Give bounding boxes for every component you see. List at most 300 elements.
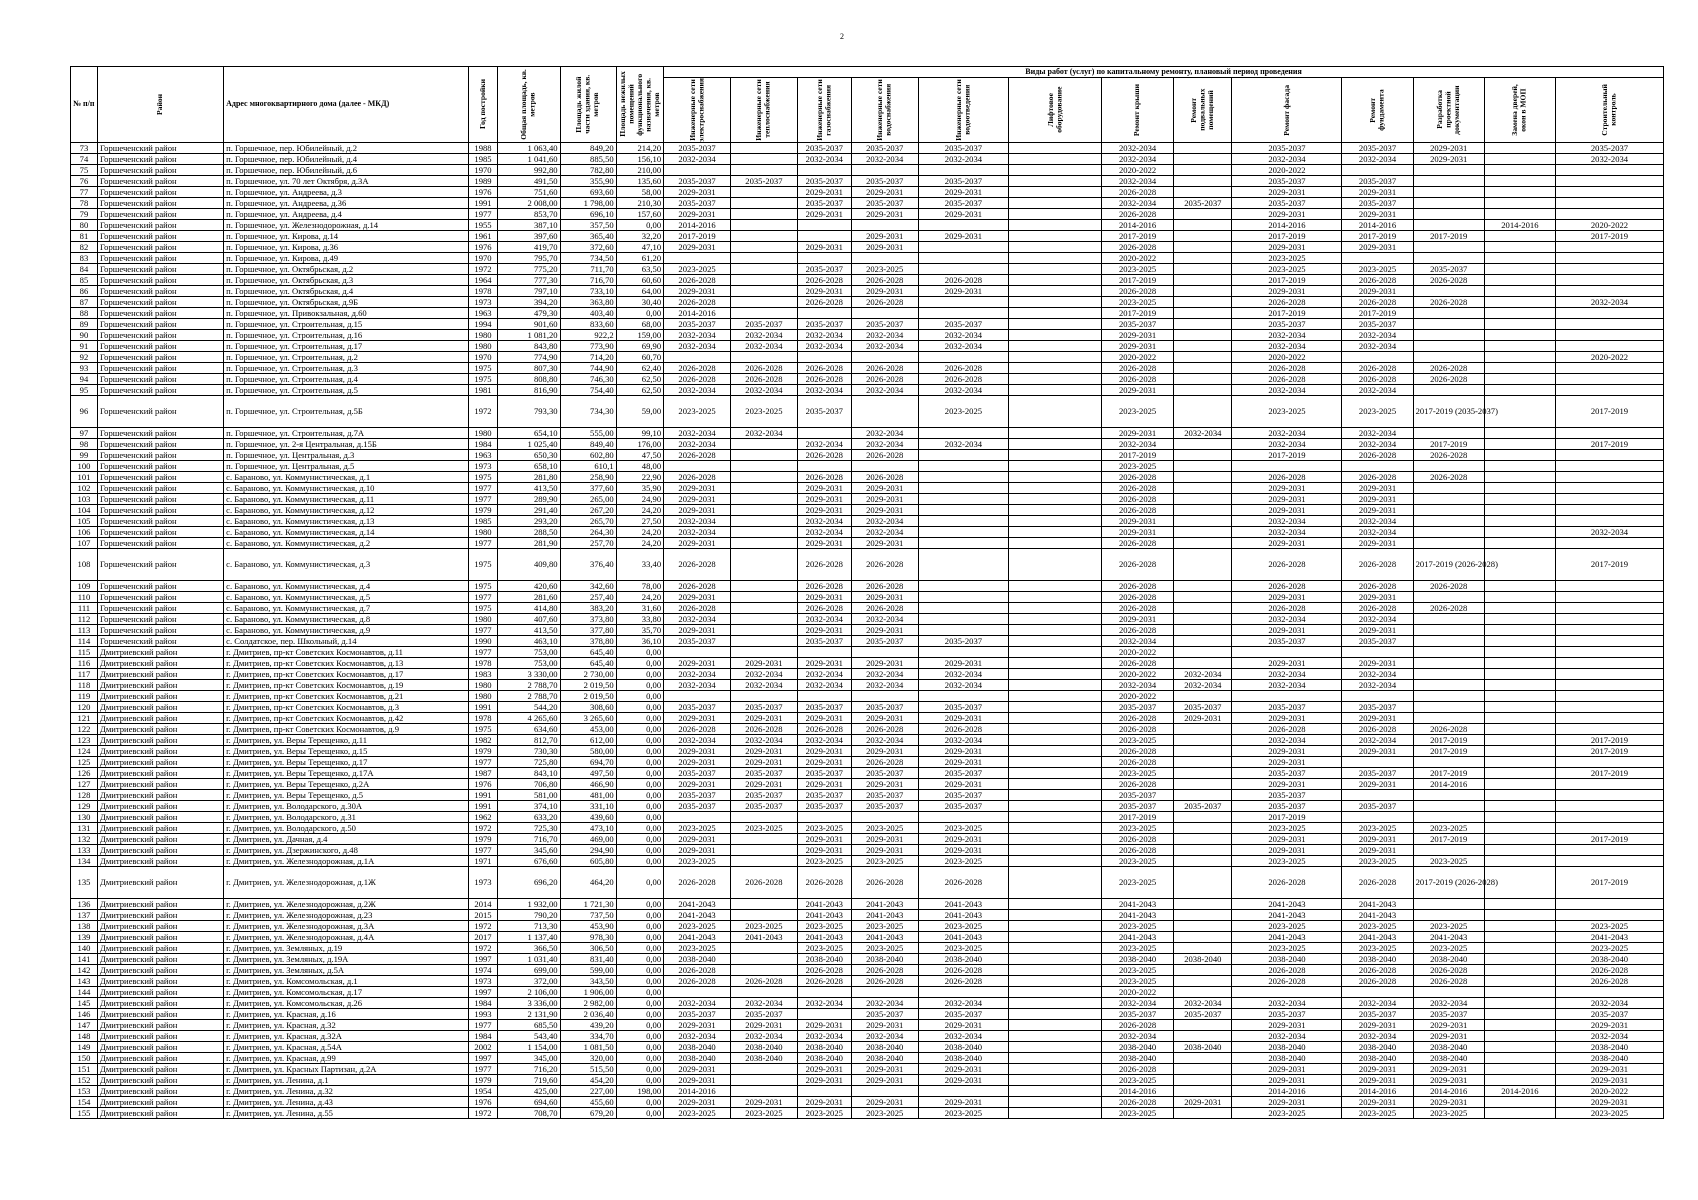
cell-work-lift (1009, 175, 1102, 186)
cell-work-water: 2023-2025 (851, 920, 918, 931)
cell-work-water: 2029-2031 (851, 833, 918, 844)
cell-area-total: 345,00 (498, 1052, 561, 1063)
cell-work-design-docs: 2023-2025 (1413, 822, 1484, 833)
table-row (71, 1052, 1664, 1063)
cell-area-nonres: 0,00 (616, 690, 663, 701)
cell-rayon: Горшеченский район (97, 635, 223, 646)
cell-area-living: 1 798,00 (560, 197, 616, 208)
table-row (71, 241, 1664, 252)
cell-row-number: 88 (71, 307, 98, 318)
cell-address: г. Дмитриев, ул. Земляных, д.19А (224, 953, 469, 964)
cell-work-doors-windows (1484, 701, 1555, 712)
cell-row-number: 99 (71, 449, 98, 460)
cell-work-construction-control (1555, 712, 1663, 723)
cell-area-nonres: 78,00 (616, 580, 663, 591)
cell-work-construction-control (1555, 384, 1663, 395)
cell-work-electric: 2023-2025 (664, 822, 731, 833)
cell-area-living: 320,00 (560, 1052, 616, 1063)
cell-work-roof: 2029-2031 (1101, 515, 1173, 526)
cell-work-design-docs: 2014-2016 (1413, 778, 1484, 789)
cell-address: г. Дмитриев, пр-кт Советских Космонавтов, д.19 (224, 679, 469, 690)
cell-work-gas: 2023-2025 (797, 855, 851, 866)
cell-work-facade: 2029-2031 (1232, 186, 1342, 197)
cell-work-electric: 2032-2034 (664, 427, 731, 438)
cell-area-nonres: 59,00 (616, 395, 663, 427)
cell-work-doors-windows (1484, 460, 1555, 471)
cell-work-foundation: 2029-2031 (1342, 833, 1413, 844)
cell-row-number: 75 (71, 164, 98, 175)
cell-work-roof: 2020-2022 (1101, 986, 1173, 997)
header-rayon: Район (97, 67, 223, 143)
cell-work-roof: 2032-2034 (1101, 438, 1173, 449)
cell-work-lift (1009, 953, 1102, 964)
cell-work-design-docs (1413, 789, 1484, 800)
cell-work-construction-control (1555, 909, 1663, 920)
cell-area-living: 602,80 (560, 449, 616, 460)
cell-work-heating (730, 844, 797, 855)
cell-area-nonres: 0,00 (616, 712, 663, 723)
table-row (71, 778, 1664, 789)
cell-work-roof: 2023-2025 (1101, 1074, 1173, 1085)
cell-rayon: Дмитриевский район (97, 931, 223, 942)
cell-area-nonres: 157,60 (616, 208, 663, 219)
cell-address: п. Горшечное, ул. Октябрьская, д.4 (224, 285, 469, 296)
cell-area-nonres: 27,50 (616, 515, 663, 526)
cell-address: п. Горшечное, ул. Железнодорожная, д.14 (224, 219, 469, 230)
header-work-2: Инженерные сети газоснабжения (797, 78, 851, 143)
cell-area-nonres: 0,00 (616, 1096, 663, 1107)
cell-work-design-docs (1413, 800, 1484, 811)
cell-work-foundation: 2029-2031 (1342, 1063, 1413, 1074)
table-row (71, 351, 1664, 362)
cell-work-water: 2032-2034 (851, 329, 918, 340)
cell-work-gas: 2029-2031 (797, 1063, 851, 1074)
cell-work-roof: 2032-2034 (1101, 1030, 1173, 1041)
cell-work-facade: 2014-2016 (1232, 1085, 1342, 1096)
cell-work-design-docs (1413, 898, 1484, 909)
cell-work-roof: 2020-2022 (1101, 351, 1173, 362)
cell-rayon: Дмитриевский район (97, 1063, 223, 1074)
cell-work-sewer: 2029-2031 (918, 230, 1009, 241)
cell-work-sewer: 2035-2037 (918, 767, 1009, 778)
cell-work-roof: 2032-2034 (1101, 175, 1173, 186)
cell-work-design-docs: 2026-2028 (1413, 964, 1484, 975)
cell-area-nonres: 156,10 (616, 153, 663, 164)
cell-work-lift (1009, 373, 1102, 384)
cell-work-lift (1009, 734, 1102, 745)
cell-work-sewer (918, 164, 1009, 175)
cell-row-number: 98 (71, 438, 98, 449)
cell-work-roof: 2029-2031 (1101, 613, 1173, 624)
cell-rayon: Горшеченский район (97, 318, 223, 329)
cell-rayon: Горшеченский район (97, 482, 223, 493)
cell-work-doors-windows (1484, 591, 1555, 602)
cell-area-total: 685,50 (498, 1019, 561, 1030)
cell-area-living: 258,90 (560, 471, 616, 482)
cell-work-lift (1009, 296, 1102, 307)
cell-work-gas: 2026-2028 (797, 296, 851, 307)
cell-work-foundation: 2029-2031 (1342, 537, 1413, 548)
cell-area-living: 342,60 (560, 580, 616, 591)
cell-work-design-docs (1413, 427, 1484, 438)
cell-year-built: 1979 (468, 504, 497, 515)
cell-work-doors-windows (1484, 898, 1555, 909)
cell-work-foundation: 2032-2034 (1342, 427, 1413, 438)
cell-work-facade: 2023-2025 (1232, 252, 1342, 263)
cell-work-sewer: 2023-2025 (918, 942, 1009, 953)
cell-work-heating (730, 1085, 797, 1096)
cell-work-basement: 2032-2034 (1174, 427, 1232, 438)
table-row (71, 460, 1664, 471)
cell-work-gas: 2032-2034 (797, 153, 851, 164)
cell-area-total: 807,30 (498, 362, 561, 373)
cell-area-living: 849,40 (560, 438, 616, 449)
cell-year-built: 1971 (468, 855, 497, 866)
cell-row-number: 130 (71, 811, 98, 822)
cell-work-doors-windows (1484, 734, 1555, 745)
cell-work-electric (664, 811, 731, 822)
cell-year-built: 2014 (468, 898, 497, 909)
cell-work-construction-control (1555, 756, 1663, 767)
cell-area-total: 2 788,70 (498, 690, 561, 701)
cell-area-living: 455,60 (560, 1096, 616, 1107)
table-row (71, 1085, 1664, 1096)
cell-work-electric: 2032-2034 (664, 1030, 731, 1041)
cell-row-number: 73 (71, 142, 98, 153)
cell-work-lift (1009, 482, 1102, 493)
cell-work-roof: 2026-2028 (1101, 537, 1173, 548)
cell-work-lift (1009, 362, 1102, 373)
cell-work-gas: 2038-2040 (797, 953, 851, 964)
cell-work-construction-control: 2017-2019 (1555, 734, 1663, 745)
cell-area-living: 265,00 (560, 493, 616, 504)
cell-year-built: 1979 (468, 745, 497, 756)
cell-row-number: 84 (71, 263, 98, 274)
cell-work-facade: 2038-2040 (1232, 1052, 1342, 1063)
cell-year-built: 1977 (468, 756, 497, 767)
header-work-1: Инженерные сети теплоснабжения (730, 78, 797, 143)
cell-work-water: 2026-2028 (851, 580, 918, 591)
cell-work-sewer: 2032-2034 (918, 329, 1009, 340)
cell-work-gas: 2035-2037 (797, 395, 851, 427)
cell-area-total: 413,50 (498, 624, 561, 635)
cell-work-heating: 2029-2031 (730, 712, 797, 723)
cell-work-water: 2029-2031 (851, 230, 918, 241)
cell-work-lift (1009, 329, 1102, 340)
cell-work-construction-control (1555, 646, 1663, 657)
cell-work-water (851, 252, 918, 263)
cell-work-doors-windows (1484, 252, 1555, 263)
cell-work-doors-windows (1484, 942, 1555, 953)
cell-work-roof: 2035-2037 (1101, 318, 1173, 329)
cell-work-heating: 2032-2034 (730, 329, 797, 340)
cell-address: г. Дмитриев, ул. Ленина, д.55 (224, 1107, 469, 1118)
cell-row-number: 80 (71, 219, 98, 230)
cell-area-living: 497,50 (560, 767, 616, 778)
cell-work-lift (1009, 241, 1102, 252)
cell-row-number: 77 (71, 186, 98, 197)
cell-work-electric: 2029-2031 (664, 208, 731, 219)
cell-work-gas: 2032-2034 (797, 613, 851, 624)
cell-work-construction-control (1555, 591, 1663, 602)
cell-work-basement (1174, 362, 1232, 373)
cell-work-facade: 2035-2037 (1232, 767, 1342, 778)
cell-work-heating: 2035-2037 (730, 318, 797, 329)
cell-work-doors-windows (1484, 449, 1555, 460)
cell-work-lift (1009, 855, 1102, 866)
cell-work-lift (1009, 920, 1102, 931)
cell-area-nonres: 0,00 (616, 1041, 663, 1052)
cell-work-facade: 2026-2028 (1232, 975, 1342, 986)
cell-area-total: 1 154,00 (498, 1041, 561, 1052)
cell-work-electric: 2029-2031 (664, 504, 731, 515)
cell-work-gas: 2026-2028 (797, 449, 851, 460)
cell-work-roof: 2020-2022 (1101, 690, 1173, 701)
cell-work-lift (1009, 898, 1102, 909)
cell-work-design-docs: 2017-2019 (1413, 230, 1484, 241)
cell-work-basement (1174, 975, 1232, 986)
cell-area-living: 257,40 (560, 591, 616, 602)
cell-work-basement (1174, 252, 1232, 263)
cell-year-built: 1984 (468, 438, 497, 449)
cell-work-electric: 2032-2034 (664, 340, 731, 351)
cell-work-sewer: 2035-2037 (918, 635, 1009, 646)
cell-work-water: 2029-2031 (851, 1063, 918, 1074)
cell-area-total: 725,30 (498, 822, 561, 833)
cell-address: п. Горшечное, ул. Андреева, д.3 (224, 186, 469, 197)
cell-year-built: 1980 (468, 340, 497, 351)
cell-work-roof: 2026-2028 (1101, 362, 1173, 373)
cell-area-living: 403,40 (560, 307, 616, 318)
cell-work-heating: 2032-2034 (730, 340, 797, 351)
cell-work-foundation: 2035-2037 (1342, 197, 1413, 208)
cell-work-heating: 2035-2037 (730, 789, 797, 800)
cell-rayon: Дмитриевский район (97, 855, 223, 866)
cell-work-electric (664, 690, 731, 701)
cell-work-basement (1174, 986, 1232, 997)
cell-area-living: 453,90 (560, 920, 616, 931)
cell-area-total: 1 063,40 (498, 142, 561, 153)
cell-address: г. Дмитриев, ул. Красная, д.32А (224, 1030, 469, 1041)
cell-work-basement (1174, 964, 1232, 975)
cell-work-water: 2035-2037 (851, 318, 918, 329)
cell-area-living: 922,2 (560, 329, 616, 340)
table-row (71, 942, 1664, 953)
cell-work-facade (1232, 460, 1342, 471)
table-row (71, 482, 1664, 493)
cell-rayon: Дмитриевский район (97, 997, 223, 1008)
cell-rayon: Дмитриевский район (97, 734, 223, 745)
cell-work-water: 2026-2028 (851, 975, 918, 986)
cell-area-living: 645,40 (560, 646, 616, 657)
cell-work-gas: 2029-2031 (797, 1019, 851, 1030)
table-row (71, 690, 1664, 701)
cell-row-number: 141 (71, 953, 98, 964)
cell-work-electric: 2029-2031 (664, 186, 731, 197)
cell-work-foundation: 2032-2034 (1342, 734, 1413, 745)
cell-row-number: 115 (71, 646, 98, 657)
cell-area-total: 751,60 (498, 186, 561, 197)
cell-work-foundation: 2026-2028 (1342, 866, 1413, 898)
cell-area-living: 481,00 (560, 789, 616, 800)
cell-work-roof: 2014-2016 (1101, 1085, 1173, 1096)
cell-work-design-docs (1413, 384, 1484, 395)
cell-work-lift (1009, 580, 1102, 591)
cell-work-roof: 2026-2028 (1101, 657, 1173, 668)
cell-work-electric: 2029-2031 (664, 778, 731, 789)
cell-work-water: 2032-2034 (851, 515, 918, 526)
cell-work-foundation: 2023-2025 (1342, 395, 1413, 427)
cell-work-water: 2032-2034 (851, 1030, 918, 1041)
cell-work-lift (1009, 679, 1102, 690)
cell-work-design-docs (1413, 197, 1484, 208)
cell-work-facade: 2029-2031 (1232, 844, 1342, 855)
cell-work-roof: 2029-2031 (1101, 384, 1173, 395)
cell-area-nonres: 32,20 (616, 230, 663, 241)
cell-work-foundation: 2038-2040 (1342, 1041, 1413, 1052)
cell-year-built: 1963 (468, 307, 497, 318)
table-row (71, 164, 1664, 175)
cell-work-basement: 2038-2040 (1174, 1041, 1232, 1052)
cell-work-water: 2029-2031 (851, 285, 918, 296)
cell-work-electric: 2029-2031 (664, 624, 731, 635)
cell-area-total: 419,70 (498, 241, 561, 252)
cell-work-construction-control: 2017-2019 (1555, 866, 1663, 898)
cell-work-roof: 2035-2037 (1101, 789, 1173, 800)
cell-work-doors-windows (1484, 1107, 1555, 1118)
cell-work-roof: 2026-2028 (1101, 591, 1173, 602)
cell-area-nonres: 0,00 (616, 307, 663, 318)
cell-work-construction-control (1555, 602, 1663, 613)
cell-work-basement (1174, 329, 1232, 340)
cell-area-living: 515,50 (560, 1063, 616, 1074)
cell-address: г. Дмитриев, ул. Комсомольская, д.17 (224, 986, 469, 997)
cell-area-nonres: 47,50 (616, 449, 663, 460)
cell-work-design-docs: 2026-2028 (1413, 373, 1484, 384)
cell-address: г. Дмитриев, пр-кт Советских Космонавтов, д.3 (224, 701, 469, 712)
cell-work-doors-windows (1484, 263, 1555, 274)
cell-work-facade: 2035-2037 (1232, 1008, 1342, 1019)
cell-area-nonres: 198,00 (616, 1085, 663, 1096)
cell-work-basement (1174, 340, 1232, 351)
cell-work-basement (1174, 471, 1232, 482)
table-row (71, 602, 1664, 613)
cell-work-basement (1174, 734, 1232, 745)
cell-work-design-docs: 2026-2028 (1413, 602, 1484, 613)
cell-area-nonres: 0,00 (616, 1019, 663, 1030)
cell-work-heating (730, 811, 797, 822)
cell-work-water (851, 351, 918, 362)
cell-work-heating: 2026-2028 (730, 866, 797, 898)
cell-area-nonres: 62,50 (616, 384, 663, 395)
cell-work-facade: 2041-2043 (1232, 909, 1342, 920)
cell-work-basement (1174, 789, 1232, 800)
cell-address: г. Дмитриев, пр-кт Советских Космонавтов, д.17 (224, 668, 469, 679)
cell-year-built: 1964 (468, 274, 497, 285)
cell-address: г. Дмитриев, ул. Володарского, д.30А (224, 800, 469, 811)
cell-row-number: 126 (71, 767, 98, 778)
cell-work-heating (730, 526, 797, 537)
cell-work-electric: 2035-2037 (664, 701, 731, 712)
cell-year-built: 1975 (468, 373, 497, 384)
cell-work-heating: 2023-2025 (730, 395, 797, 427)
table-row (71, 800, 1664, 811)
cell-work-gas (797, 307, 851, 318)
cell-row-number: 94 (71, 373, 98, 384)
cell-work-facade: 2026-2028 (1232, 964, 1342, 975)
cell-work-gas (797, 1085, 851, 1096)
cell-work-roof: 2023-2025 (1101, 767, 1173, 778)
cell-rayon: Дмитриевский район (97, 1041, 223, 1052)
cell-work-lift (1009, 931, 1102, 942)
cell-row-number: 125 (71, 756, 98, 767)
cell-work-gas: 2026-2028 (797, 602, 851, 613)
cell-work-design-docs (1413, 186, 1484, 197)
cell-area-total: 291,40 (498, 504, 561, 515)
cell-rayon: Горшеченский район (97, 252, 223, 263)
cell-work-heating: 2026-2028 (730, 975, 797, 986)
cell-area-nonres: 0,00 (616, 866, 663, 898)
cell-work-gas: 2032-2034 (797, 515, 851, 526)
cell-work-facade: 2029-2031 (1232, 1063, 1342, 1074)
cell-work-basement (1174, 449, 1232, 460)
cell-row-number: 93 (71, 362, 98, 373)
cell-work-heating: 2029-2031 (730, 1019, 797, 1030)
cell-work-foundation: 2035-2037 (1342, 701, 1413, 712)
cell-year-built: 1976 (468, 1096, 497, 1107)
cell-work-water: 2026-2028 (851, 274, 918, 285)
cell-work-lift (1009, 1107, 1102, 1118)
cell-area-nonres: 0,00 (616, 931, 663, 942)
cell-work-design-docs: 2014-2016 (1413, 1085, 1484, 1096)
cell-rayon: Дмитриевский район (97, 953, 223, 964)
cell-work-basement: 2032-2034 (1174, 679, 1232, 690)
cell-work-foundation: 2029-2031 (1342, 285, 1413, 296)
cell-work-water: 2029-2031 (851, 624, 918, 635)
cell-rayon: Горшеченский район (97, 351, 223, 362)
cell-work-gas (797, 646, 851, 657)
cell-work-water: 2038-2040 (851, 953, 918, 964)
cell-area-total: 793,30 (498, 395, 561, 427)
cell-work-roof: 2029-2031 (1101, 329, 1173, 340)
cell-work-electric: 2026-2028 (664, 471, 731, 482)
cell-work-gas: 2035-2037 (797, 175, 851, 186)
cell-year-built: 1980 (468, 690, 497, 701)
cell-work-foundation: 2023-2025 (1342, 855, 1413, 866)
cell-year-built: 1962 (468, 811, 497, 822)
header-work-4: Инженерные сети водоотведения (918, 78, 1009, 143)
cell-area-nonres: 0,00 (616, 745, 663, 756)
cell-work-gas: 2029-2031 (797, 186, 851, 197)
cell-row-number: 111 (71, 602, 98, 613)
cell-address: с. Бараново, ул. Коммунистическая, д.10 (224, 482, 469, 493)
cell-row-number: 145 (71, 997, 98, 1008)
cell-area-nonres: 35,70 (616, 624, 663, 635)
cell-area-living: 733,10 (560, 285, 616, 296)
cell-work-sewer (918, 351, 1009, 362)
cell-work-water: 2029-2031 (851, 493, 918, 504)
cell-work-gas: 2032-2034 (797, 340, 851, 351)
cell-area-living: 744,90 (560, 362, 616, 373)
cell-work-electric: 2029-2031 (664, 537, 731, 548)
cell-work-gas: 2029-2031 (797, 241, 851, 252)
cell-rayon: Горшеченский район (97, 219, 223, 230)
cell-row-number: 117 (71, 668, 98, 679)
table-row (71, 329, 1664, 340)
cell-work-sewer (918, 471, 1009, 482)
cell-work-roof: 2026-2028 (1101, 208, 1173, 219)
cell-rayon: Дмитриевский район (97, 668, 223, 679)
